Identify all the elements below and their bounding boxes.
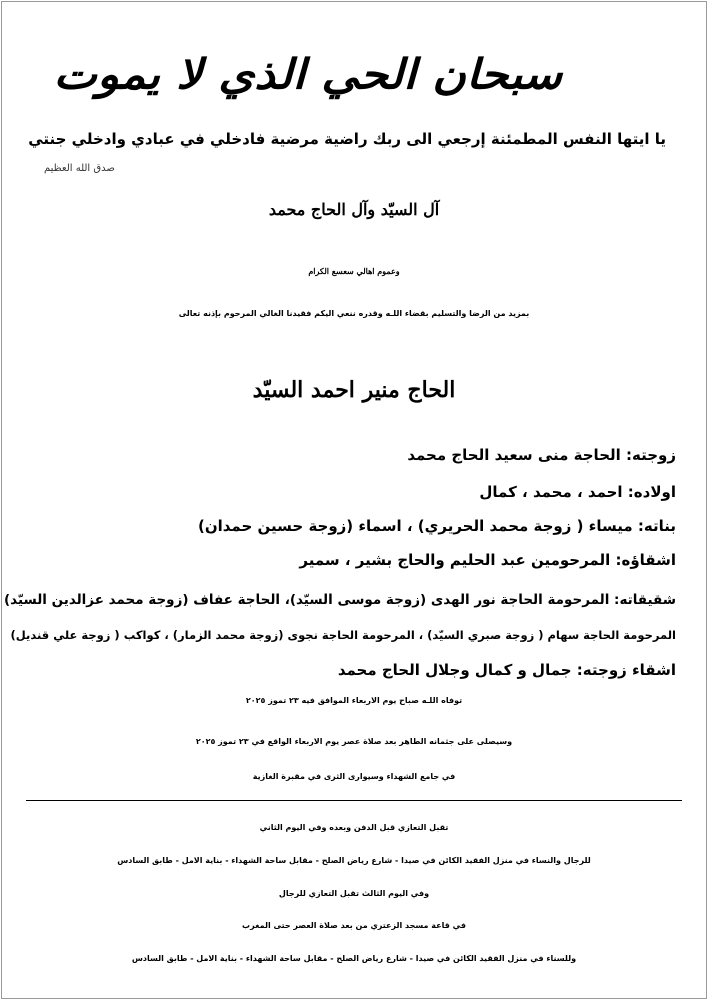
condolences-line1: تقبل التعازي قبل الدفن وبعده وفي اليوم الثاني [259, 823, 449, 832]
burial-place: في جامع الشهداء وسيوارى الثرى في مقبرة الغازية [252, 772, 456, 781]
kin-sisters-line2: المرحومة الحاجة سهام ( زوجة صبري السيّد) ، المرحومة الحاجة نجوى (زوجة محمد الزمار) ، كواكب ( زوجة علي قنديل) [10, 628, 676, 642]
kin-sons: اولاده: احمد ، محمد ، كمال [479, 483, 676, 501]
intro-text: بمزيد من الرضا والتسليم بقضاء اللـه وقدره ننعي اليكم فقيدنا الغالي المرحوم بإذنه تعالى [178, 309, 530, 318]
quran-verse: يا ايتها النفس المطمئنة إرجعي الى ربك راضية مرضية فادخلي في عبادي وادخلي جنتي [28, 130, 666, 148]
families-subtitle: وعموم اهالي سعسع الكرام [308, 266, 400, 276]
kin-sisters-line1: شقيقاته: المرحومة الحاجة نور الهدى (زوجة موسى السيّد)، الحاجة عفاف (زوجة محمد عزالدين السيّد) [3, 592, 676, 608]
families-title: آل السيّد وآل الحاج محمد [268, 200, 440, 219]
divider [26, 800, 682, 801]
kin-wife-brothers: اشقاء زوجته: جمال و كمال وجلال الحاج محمد [337, 661, 676, 679]
verse-source: صدق الله العظيم [44, 163, 115, 174]
condolences-line5: وللسناء في منزل الفقيد الكائن في صيدا - شارع رياض الصلح - مقابل ساحة الشهداء - بناية الامل - طابق السادس [131, 954, 577, 963]
condolences-line2: للرجال والنساء في منزل الفقيد الكائن في صيدا - شارع رياض الصلح - مقابل ساحة الشهداء - بناية الامل - طابق السادس [117, 856, 591, 865]
calligraphy-header: سبحان الحي الذي لا يموت [53, 49, 562, 99]
funeral-prayer: وسيصلى على جثمانه الطاهر بعد صلاة عصر يوم الاربعاء الواقع في ٢٣ تموز ٢٠٢٥ [195, 737, 513, 746]
condolences-line4: في قاعة مسجد الزعتري من بعد صلاة العصر حتى المغرب [242, 921, 466, 930]
kin-brothers: اشقاؤه: المرحومين عبد الحليم والحاج بشير ، سمير [299, 551, 676, 569]
obituary-page [1, 1, 707, 999]
deceased-name: الحاج منير احمد السيّد [252, 377, 456, 403]
death-date: توفاه اللـه صباح يوم الاربعاء الموافق فيه ٢٣ تموز ٢٠٢٥ [245, 696, 463, 705]
kin-wife: زوجته: الحاجة منى سعيد الحاج محمد [407, 446, 676, 464]
kin-daughters: بناته: ميساء ( زوجة محمد الحريري) ، اسماء (زوجة حسين حمدان) [197, 517, 676, 535]
condolences-line3: وفي اليوم الثالث تقبل التعازي للرجال [278, 889, 430, 898]
